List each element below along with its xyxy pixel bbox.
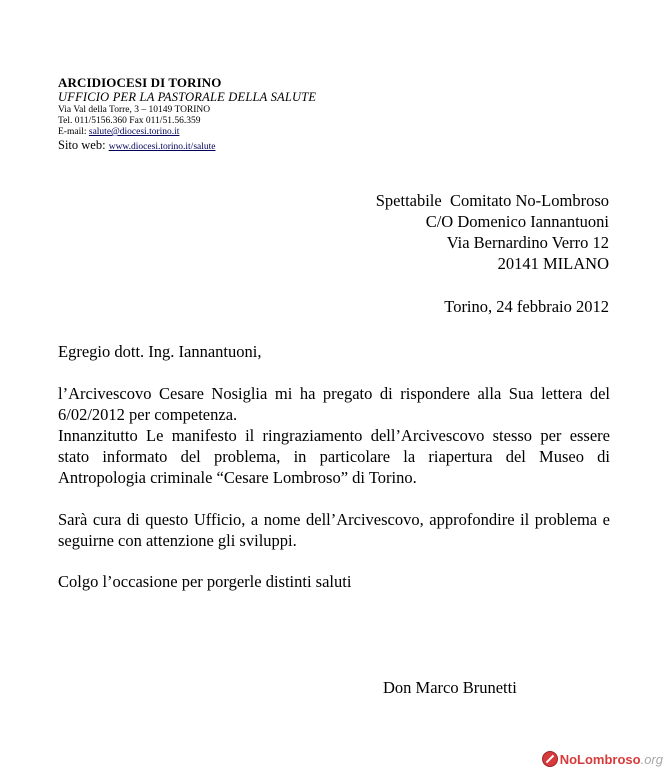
web-label: Sito web:	[58, 138, 109, 152]
recipient-line-4: 20141 MILANO	[497, 254, 609, 273]
letterhead	[58, 76, 316, 153]
watermark-brand: NoLombroso	[559, 751, 641, 767]
watermark-tld: .org	[640, 751, 663, 767]
recipient-line-1: Spettabile Comitato No-Lombroso	[375, 191, 609, 210]
letterhead-org: ARCIDIOCESI DI TORINO	[58, 75, 222, 90]
paragraph-1b: Innanzitutto Le manifesto il ringraziamento dell’Arcivescovo stesso per essere stato informato del problema, in particolare la riapertura del Museo di Antropologia criminale “Cesare Lombroso” di Torino.	[58, 426, 610, 487]
letterhead-web-line	[58, 139, 316, 153]
paragraph-1a: l’Arcivescovo Cesare Nosiglia mi ha pregato di rispondere alla Sua lettera del 6/02/2012 per competenza.	[58, 384, 610, 424]
letter-date: Torino, 24 febbraio 2012	[444, 297, 609, 316]
web-link[interactable]: www.diocesi.torino.it/salute	[108, 142, 216, 152]
email-label: E-mail:	[58, 127, 89, 137]
signature: Don Marco Brunetti	[383, 678, 517, 697]
paragraph-1	[58, 383, 610, 488]
watermark-logo	[542, 751, 663, 767]
email-link[interactable]: salute@diocesi.torino.it	[88, 127, 180, 137]
letterhead-address: Via Val della Torre, 3 – 10149 TORINO	[58, 105, 211, 115]
no-sign-icon	[542, 751, 558, 767]
letterhead-phone-fax: Tel. 011/5156.360 Fax 011/51.56.359	[58, 116, 201, 126]
recipient-line-2: C/O Domenico Iannantuoni	[425, 212, 609, 231]
salutation: Egregio dott. Ing. Iannantuoni,	[58, 342, 262, 361]
paragraph-2: Sarà cura di questo Ufficio, a nome dell’Arcivescovo, approfondire il problema e seguirne con attenzione gli sviluppi.	[58, 510, 610, 550]
recipient-block	[376, 190, 609, 274]
letterhead-office: UFFICIO PER LA PASTORALE DELLA SALUTE	[58, 90, 317, 104]
recipient-line-3: Via Bernardino Verro 12	[446, 233, 609, 252]
paragraph-3: Colgo l’occasione per porgerle distinti saluti	[58, 572, 352, 591]
